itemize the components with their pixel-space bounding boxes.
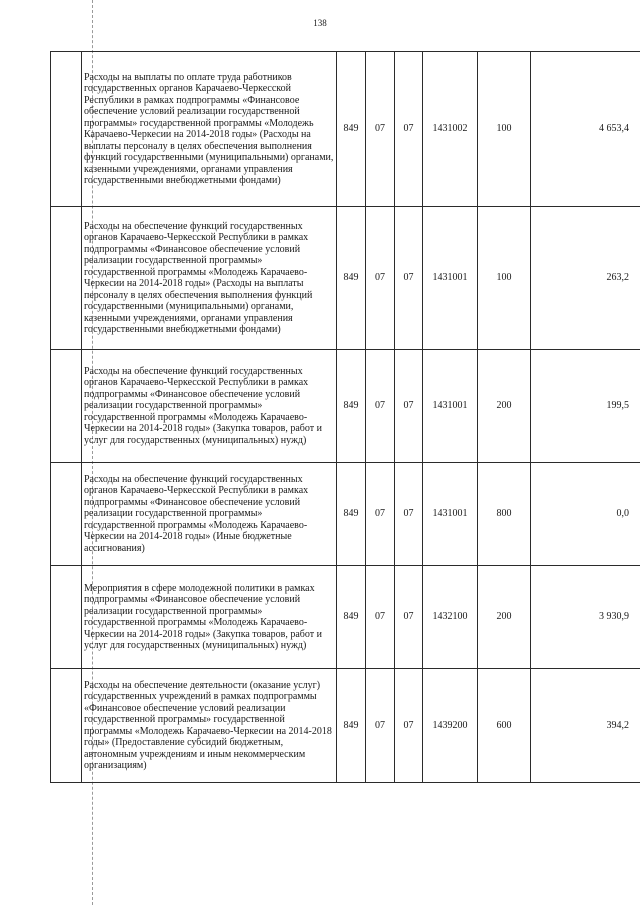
ministry-code: 849	[337, 463, 366, 566]
blank-cell	[51, 463, 82, 566]
subsection-code: 07	[395, 463, 423, 566]
table-row	[51, 566, 640, 669]
row-description: Расходы на обеспечение функций государственных органов Карачаево-Черкесской Республики в рамках подпрограммы «Финансовое обеспечение условий реализации государственной программы» государственной программы «Молодежь Карачаево-Черкесии на 2014-2018 годы» (Иные бюджетные ассигнования)	[82, 463, 337, 566]
blank-cell	[51, 52, 82, 207]
section-code: 07	[366, 669, 395, 783]
blank-cell	[51, 207, 82, 350]
subsection-code: 07	[395, 52, 423, 207]
expense-type-code: 800	[478, 463, 531, 566]
target-article-code: 1439200	[423, 669, 478, 783]
expense-type-code: 200	[478, 350, 531, 463]
blank-cell	[51, 350, 82, 463]
table-row	[51, 207, 640, 350]
table-row	[51, 52, 640, 207]
target-article-code: 1431002	[423, 52, 478, 207]
table-row	[51, 463, 640, 566]
section-code: 07	[366, 52, 395, 207]
ministry-code: 849	[337, 566, 366, 669]
section-code: 07	[366, 566, 395, 669]
amount: 263,2	[531, 207, 640, 350]
amount: 199,5	[531, 350, 640, 463]
table-row	[51, 669, 640, 783]
ministry-code: 849	[337, 350, 366, 463]
amount: 394,2	[531, 669, 640, 783]
blank-cell	[51, 566, 82, 669]
subsection-code: 07	[395, 669, 423, 783]
target-article-code: 1432100	[423, 566, 478, 669]
target-article-code: 1431001	[423, 207, 478, 350]
page-number: 138	[313, 18, 327, 28]
section-code: 07	[366, 350, 395, 463]
ministry-code: 849	[337, 207, 366, 350]
expense-type-code: 600	[478, 669, 531, 783]
budget-table	[50, 51, 640, 783]
row-description: Расходы на обеспечение деятельности (оказание услуг) государственных учреждений в рамках подпрограммы «Финансовое обеспечение условий реализации государственной программы» государственной программы «Молодежь Карачаево-Черкесии на 2014-2018 годы» (Предоставление субсидий бюджетным, автономным учреждениям и иным некоммерческим организациям)	[82, 669, 337, 783]
expense-type-code: 200	[478, 566, 531, 669]
row-description: Расходы на выплаты по оплате труда работников государственных органов Карачаево-Черкесской Республики в рамках подпрограммы «Финансовое обеспечение условий реализации государственной программы» государственной программы «Молодежь Карачаево-Черкесии на 2014-2018 годы» (Расходы на выплаты персоналу в целях обеспечения выполнения функций государственными (муниципальными) органами, казенными учреждениями, органами управления государственными внебюджетными фондами)	[82, 52, 337, 207]
subsection-code: 07	[395, 207, 423, 350]
target-article-code: 1431001	[423, 350, 478, 463]
amount: 4 653,4	[531, 52, 640, 207]
amount: 0,0	[531, 463, 640, 566]
ministry-code: 849	[337, 52, 366, 207]
expense-type-code: 100	[478, 52, 531, 207]
row-description: Мероприятия в сфере молодежной политики в рамках подпрограммы «Финансовое обеспечение условий реализации государственной программы» государственной программы «Молодежь Карачаево-Черкесии на 2014-2018 годы» (Закупка товаров, работ и услуг для государственных (муниципальных) нужд)	[82, 566, 337, 669]
row-description: Расходы на обеспечение функций государственных органов Карачаево-Черкесской Республики в рамках подпрограммы «Финансовое обеспечение условий реализации государственной программы» государственной программы «Молодежь Карачаево-Черкесии на 2014-2018 годы» (Расходы на выплаты персоналу в целях обеспечения выполнения функций государственными (муниципальными) органами, казенными учреждениями, органами управления государственными внебюджетными фондами)	[82, 207, 337, 350]
ministry-code: 849	[337, 669, 366, 783]
amount: 3 930,9	[531, 566, 640, 669]
section-code: 07	[366, 463, 395, 566]
target-article-code: 1431001	[423, 463, 478, 566]
table-row	[51, 350, 640, 463]
blank-cell	[51, 669, 82, 783]
subsection-code: 07	[395, 566, 423, 669]
expense-type-code: 100	[478, 207, 531, 350]
section-code: 07	[366, 207, 395, 350]
subsection-code: 07	[395, 350, 423, 463]
row-description: Расходы на обеспечение функций государственных органов Карачаево-Черкесской Республики в рамках подпрограммы «Финансовое обеспечение условий реализации государственной программы» государственной программы «Молодежь Карачаево-Черкесии на 2014-2018 годы» (Закупка товаров, работ и услуг для государственных (муниципальных) нужд)	[82, 350, 337, 463]
